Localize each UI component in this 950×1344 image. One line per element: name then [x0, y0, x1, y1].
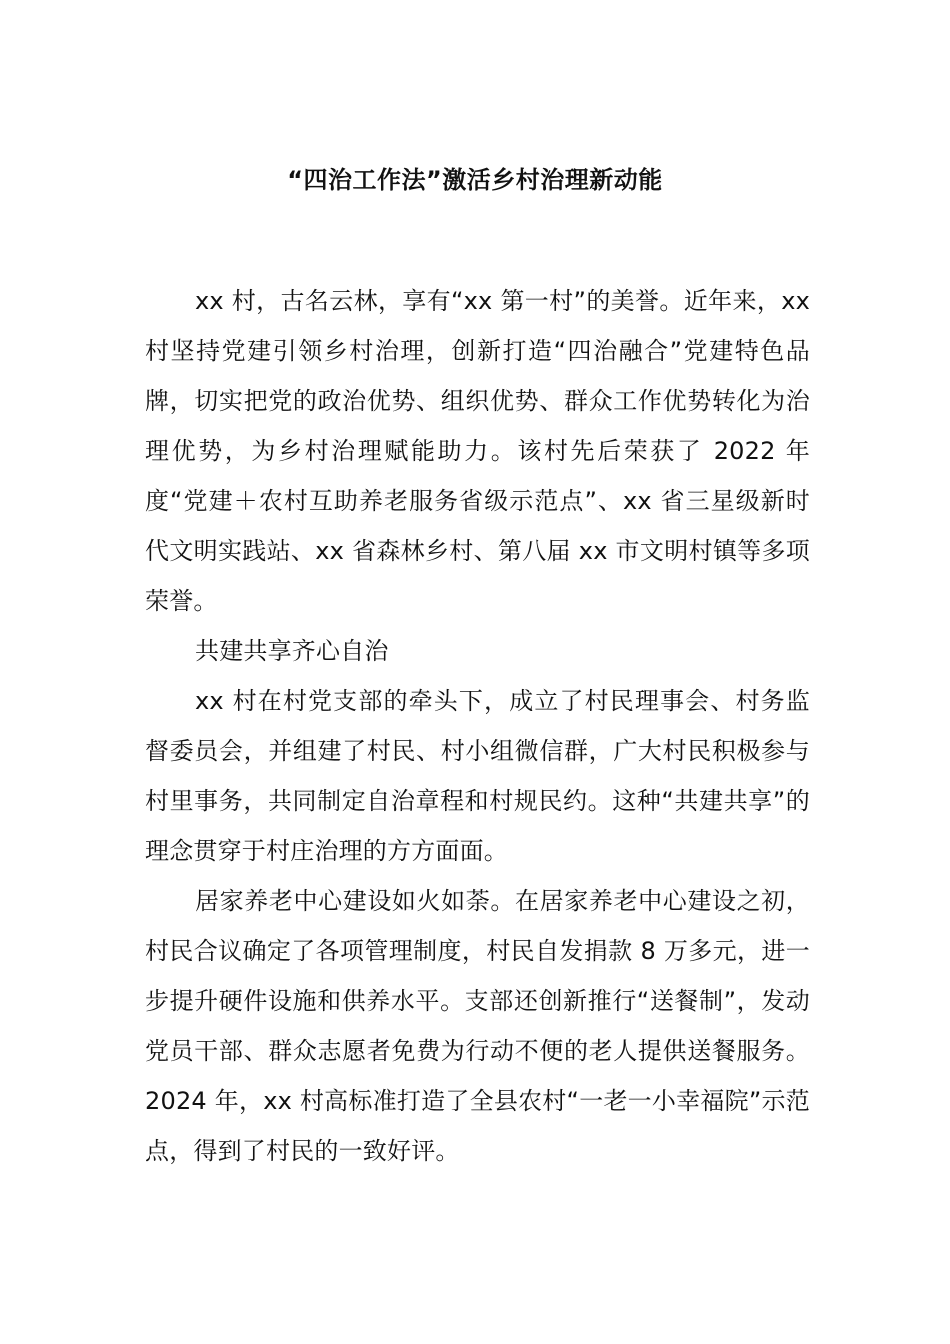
elderly-care-paragraph: 居家养老中心建设如火如荼。在居家养老中心建设之初，村民合议确定了各项管理制度，村民自发捐款 8 万多元，进一步提升硬件设施和供养水平。支部还创新推行“送餐制”，发动党员干部、群众志愿者免费为行动不便的老人提供送餐服务。2024 年，xx 村高标准打造了全县农村“一老一小幸福院”示范点，得到了村民的一致好评。: [145, 887, 810, 1165]
document-title: “四治工作法”激活乡村治理新动能: [287, 166, 663, 194]
section-heading: 共建共享齐心自治: [195, 637, 389, 665]
self-governance-paragraph: xx 村在村党支部的牵头下，成立了村民理事会、村务监督委员会，并组建了村民、村小组微信群，广大村民积极参与村里事务，共同制定自治章程和村规民约。这种“共建共享”的理念贯穿于村庄治理的方方面面。: [145, 687, 810, 865]
document-body: [145, 276, 810, 1176]
intro-paragraph: xx 村，古名云林，享有“xx 第一村”的美誉。近年来，xx 村坚持党建引领乡村治理，创新打造“四治融合”党建特色品牌，切实把党的政治优势、组织优势、群众工作优势转化为治理优势，为乡村治理赋能助力。该村先后荣获了 2022 年度“党建＋农村互助养老服务省级示范点”、xx 省三星级新时代文明实践站、xx 省森林乡村、第八届 xx 市文明村镇等多项荣誉。: [145, 287, 810, 615]
